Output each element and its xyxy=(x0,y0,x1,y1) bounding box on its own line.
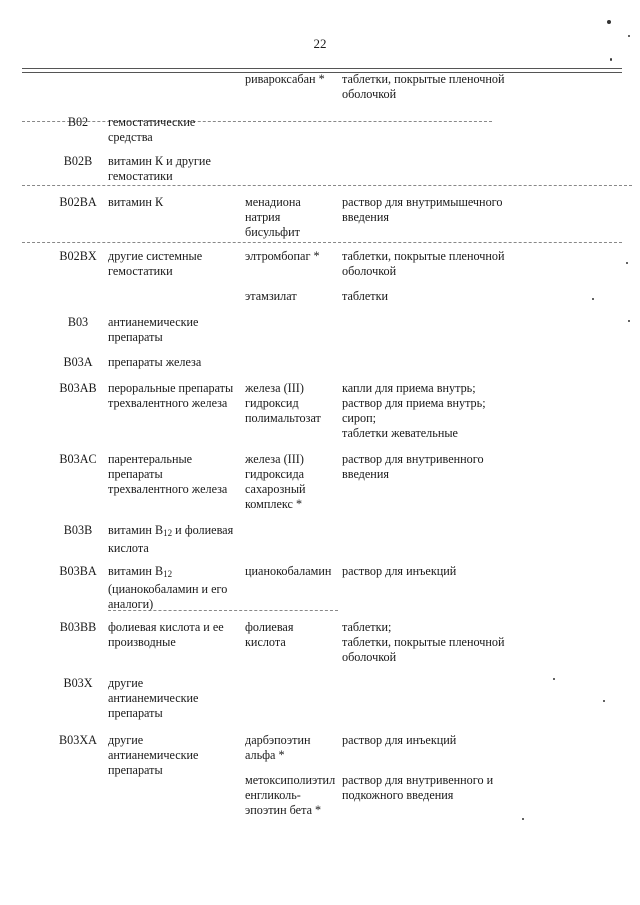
scan-speck xyxy=(628,320,630,322)
drug-name: фолиевая кислота xyxy=(245,620,294,649)
dosage-form: таблетки; таблетки, покрытые пленочной оболочкой xyxy=(342,620,505,664)
drug-name: элтромбопаг * xyxy=(245,249,320,263)
atc-code: B02 xyxy=(67,115,89,129)
atc-code: B03BB xyxy=(59,620,97,634)
dosage-form: раствор для инъекций xyxy=(342,564,457,578)
scan-speck xyxy=(592,298,594,300)
atc-code: B03BA xyxy=(59,564,97,578)
scan-speck xyxy=(607,20,611,24)
drug-name: этамзилат xyxy=(245,289,297,303)
atc-code: B03AC xyxy=(59,452,97,466)
dosage-form: капли для приема внутрь; раствор для приема внутрь; сироп; таблетки жевательные xyxy=(342,381,486,440)
dosage-form: раствор для инъекций xyxy=(342,733,457,747)
drug-name: дарбэпоэтин альфа * xyxy=(245,733,311,762)
drug-name: ривароксабан * xyxy=(245,72,325,86)
group-name: препараты железа xyxy=(108,355,202,369)
group-name: витамин $B_{12}$ и фолиевая кислота xyxy=(108,523,234,555)
page-number: 22 xyxy=(313,36,327,51)
group-name: гемостатические средства xyxy=(108,115,196,144)
dosage-form: раствор для внутримышечного введения xyxy=(342,195,503,224)
dosage-form: таблетки, покрытые пленочной оболочкой xyxy=(342,249,505,278)
scan-speck xyxy=(610,58,612,61)
group-name: фолиевая кислота и ее производные xyxy=(108,620,224,649)
drug-name: цианокобаламин xyxy=(245,564,332,578)
atc-code: B03 xyxy=(67,315,89,329)
dosage-form: таблетки, покрытые пленочной оболочкой xyxy=(342,72,505,101)
group-name: другие антианемические препараты xyxy=(108,676,199,720)
atc-code: B02BX xyxy=(59,249,97,263)
atc-code: B02BA xyxy=(59,195,97,209)
group-name: витамин К xyxy=(108,195,164,209)
scan-speck xyxy=(626,262,628,264)
drug-name: железа (III) гидроксида сахарозный комплекс * xyxy=(245,452,306,511)
group-name: антианемические препараты xyxy=(108,315,199,344)
atc-code: B02B xyxy=(63,154,93,168)
atc-code: B03A xyxy=(63,355,93,369)
dosage-form: таблетки xyxy=(342,289,389,303)
drug-name: менадиона натрия бисульфит xyxy=(245,195,301,239)
dosage-form: раствор для внутривенного и подкожного введения xyxy=(342,773,494,802)
atc-code: B03XA xyxy=(59,733,97,747)
scan-speck xyxy=(553,678,555,680)
group-name: другие антианемические препараты xyxy=(108,733,199,777)
scan-speck xyxy=(603,700,605,702)
scan-line xyxy=(22,185,632,186)
drug-name: метоксиполиэтиленгликоль- эпоэтин бета * xyxy=(245,773,336,817)
drug-name: железа (III) гидроксид полимальтозат xyxy=(245,381,321,425)
scan-line xyxy=(22,242,622,243)
group-name: витамин К и другие гемостатики xyxy=(108,154,211,183)
atc-code: B03X xyxy=(63,676,93,690)
group-name: парентеральные препараты трехвалентного железа xyxy=(108,452,228,496)
scan-speck xyxy=(522,818,524,820)
scan-speck xyxy=(628,35,630,37)
group-name: витамин $B_{12}$ (цианокобаламин и его аналоги) xyxy=(108,564,228,611)
atc-code: B03B xyxy=(63,523,93,537)
dosage-form: раствор для внутривенного введения xyxy=(342,452,484,481)
group-name: другие системные гемостатики xyxy=(108,249,203,278)
group-name: пероральные препараты трехвалентного железа xyxy=(108,381,234,410)
atc-code: B03AB xyxy=(59,381,97,395)
header-rule xyxy=(22,68,622,69)
